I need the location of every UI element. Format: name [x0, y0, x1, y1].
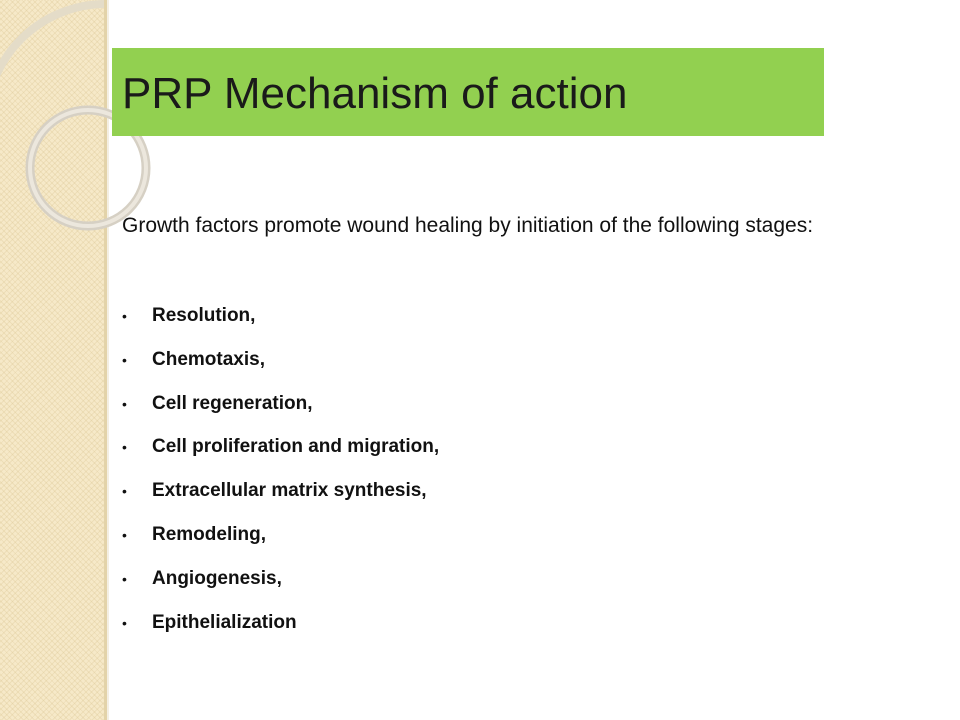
bullet-icon: • [122, 439, 127, 456]
list-item [122, 434, 882, 478]
bullet-icon: • [122, 526, 127, 543]
bullet-icon: • [122, 483, 127, 500]
list-item [122, 522, 882, 566]
list-item-text: Extracellular matrix synthesis, [152, 480, 427, 502]
list-item [122, 478, 882, 522]
bullet-list [122, 303, 882, 653]
bullet-icon: • [122, 614, 127, 631]
list-item-text: Epithelialization [152, 611, 297, 633]
list-item [122, 610, 882, 654]
bullet-icon: • [122, 395, 127, 412]
bullet-icon: • [122, 351, 127, 368]
slide-title: PRP Mechanism of action [122, 69, 628, 118]
intro-paragraph: Growth factors promote wound healing by initiation of the following stages: [122, 214, 814, 237]
decorative-arc [0, 4, 104, 120]
list-item-text: Cell regeneration, [152, 392, 313, 414]
list-item [122, 566, 882, 610]
list-item-text: Angiogenesis, [152, 567, 282, 589]
list-item-text: Remodeling, [152, 523, 267, 545]
intro-block [122, 200, 912, 252]
bullet-icon: • [122, 308, 127, 324]
list-item [122, 347, 882, 391]
list-item [122, 391, 882, 435]
list-item [122, 303, 882, 347]
list-item-text: Resolution, [152, 305, 256, 326]
list-item-text: Chemotaxis, [152, 348, 265, 370]
bullet-icon: • [122, 570, 127, 587]
list-item-text: Cell proliferation and migration, [152, 436, 440, 458]
